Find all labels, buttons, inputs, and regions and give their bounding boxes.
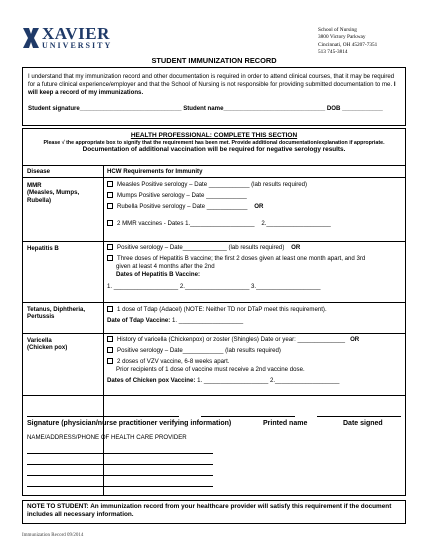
provider-label: NAME/ADDRESS/PHONE OF HEALTH CARE PROVIDER [27,434,187,441]
acknowledgement-text: I understand that my immunization record and other documentation is required in order to attend clinical courses, that it may be required for a future clinical experience/employer and that the School of Nursing is not responsible for providing submitted documentation to me. I will keep a record of my immunizations. [28,73,396,97]
mmr-requirements: Measles Positive serology – Date ____________ (lab results required) Mumps Positive serology – Date ____________ Rubella Positive serology – Date ____________ OR 2 MMR vaccines - Dates 1.___________________ 2.___________________ [107,181,403,228]
logo-subtitle: UNIVERSITY [42,41,113,50]
hepatitis-b-requirements: Positive serology – Date_____________ (lab results required) OR Three doses of Hepatitis B vaccine; the first 2 doses given at least one month apart, and 3rd given at least 4 months after the 2nd Dates of Hepatitis B Vaccine: 1. ___________________ 2.___________________ 3.___________________ [107,244,403,291]
tdap-requirements: 1 dose of Tdap (Adacel) (NOTE: Neither TD nor DTaP meet this requirement). Date of Tdap Vaccine: 1. ___________________ [107,306,327,324]
section-title: HEALTH PROFESSIONAL: COMPLETE THIS SECTION [130,132,298,139]
section-instructions: Please √ the appropriate box to signify that the requirement has been met. Provide additional documentation/explanation if appropriate. [43,140,385,146]
disease-hepatitis-b: Hepatitis B [27,245,59,252]
divider [23,302,405,303]
date-signed-label: Date signed [343,420,383,427]
tdap-checkbox[interactable] [107,306,113,312]
student-name-field[interactable]: Student name______________________________ [183,104,326,112]
school-address: School of Nursing 3800 Victory Parkway Cincinnati, OH 45207-7351 513 745-3814 [318,27,378,55]
printed-name-label: Printed name [263,420,308,427]
col-header-requirements: HCW Requirements for Immunity [107,168,203,175]
note-to-student: NOTE TO STUDENT: An immunization record from your healthcare provider will satisfy this requirement if the document includes all necessary information. [22,500,406,524]
varicella-requirements: History of varicella (Chickenpox) or zoster (Shingles) Date or year: ______________ OR Positive serology – Date____________ (lab results required) 2 doses of VZV vaccine, 6-8 weeks apart. Prior recipients of 1 dose of vaccine must receive a 2nd vaccine dose. Dates of Chicken pox Vaccine: 1. ___________________ 2.___________________ [107,336,360,384]
provider-line-2[interactable] [27,464,213,465]
rubella-checkbox[interactable] [107,203,113,209]
mmr-vaccine-checkbox[interactable] [107,220,113,226]
hepb-dates-field[interactable]: 1. ___________________ 2.___________________ 3.___________________ [107,283,321,290]
measles-checkbox[interactable] [107,181,113,187]
divider [23,165,405,166]
provider-line-1[interactable] [27,453,213,454]
hepb-serology-checkbox[interactable] [107,244,113,250]
date-signed-line[interactable] [317,416,401,417]
column-divider [103,165,104,496]
tdap-date-field[interactable]: 1. ___________________ [172,317,244,324]
varicella-history-checkbox[interactable] [107,336,113,342]
mumps-checkbox[interactable] [107,192,113,198]
col-header-disease: Disease [27,168,51,175]
divider [23,395,405,396]
physician-signature-line[interactable] [27,416,179,417]
xavier-x-logo-icon [22,27,40,49]
logo-name: XAVIER [42,24,110,43]
health-professional-section [22,128,406,496]
page-title: STUDENT IMMUNIZATION RECORD [151,56,277,65]
varicella-vaccine-checkbox[interactable] [107,358,113,364]
documentation-note: Documentation of additional vaccination will be required for negative serology results. [82,146,346,153]
student-info-row [28,105,400,113]
physician-signature-label: Signature (physician/nurse practitioner verifying information) [27,420,232,427]
disease-tdap: Tetanus, Diphtheria, Pertussis [27,306,86,321]
footer-revision: Immunization Record 09/2014 [22,533,84,538]
student-acknowledgement-box [22,67,406,126]
divider [23,177,405,178]
printed-name-line[interactable] [201,416,295,417]
varicella-serology-checkbox[interactable] [107,347,113,353]
disease-mmr: MMR (Measles, Mumps, Rubella) [27,182,80,204]
divider [23,241,405,242]
disease-varicella: Varicella (Chicken pox) [27,337,68,352]
hepb-vaccine-checkbox[interactable] [107,255,113,261]
provider-line-4[interactable] [27,486,213,487]
dob-field[interactable]: DOB ____________ [326,104,383,112]
provider-line-3[interactable] [27,475,213,476]
divider [23,333,405,334]
student-signature-field[interactable]: Student signature______________________________ [28,104,182,112]
varicella-dates-field[interactable]: 1. ___________________ 2.___________________ [197,377,340,384]
